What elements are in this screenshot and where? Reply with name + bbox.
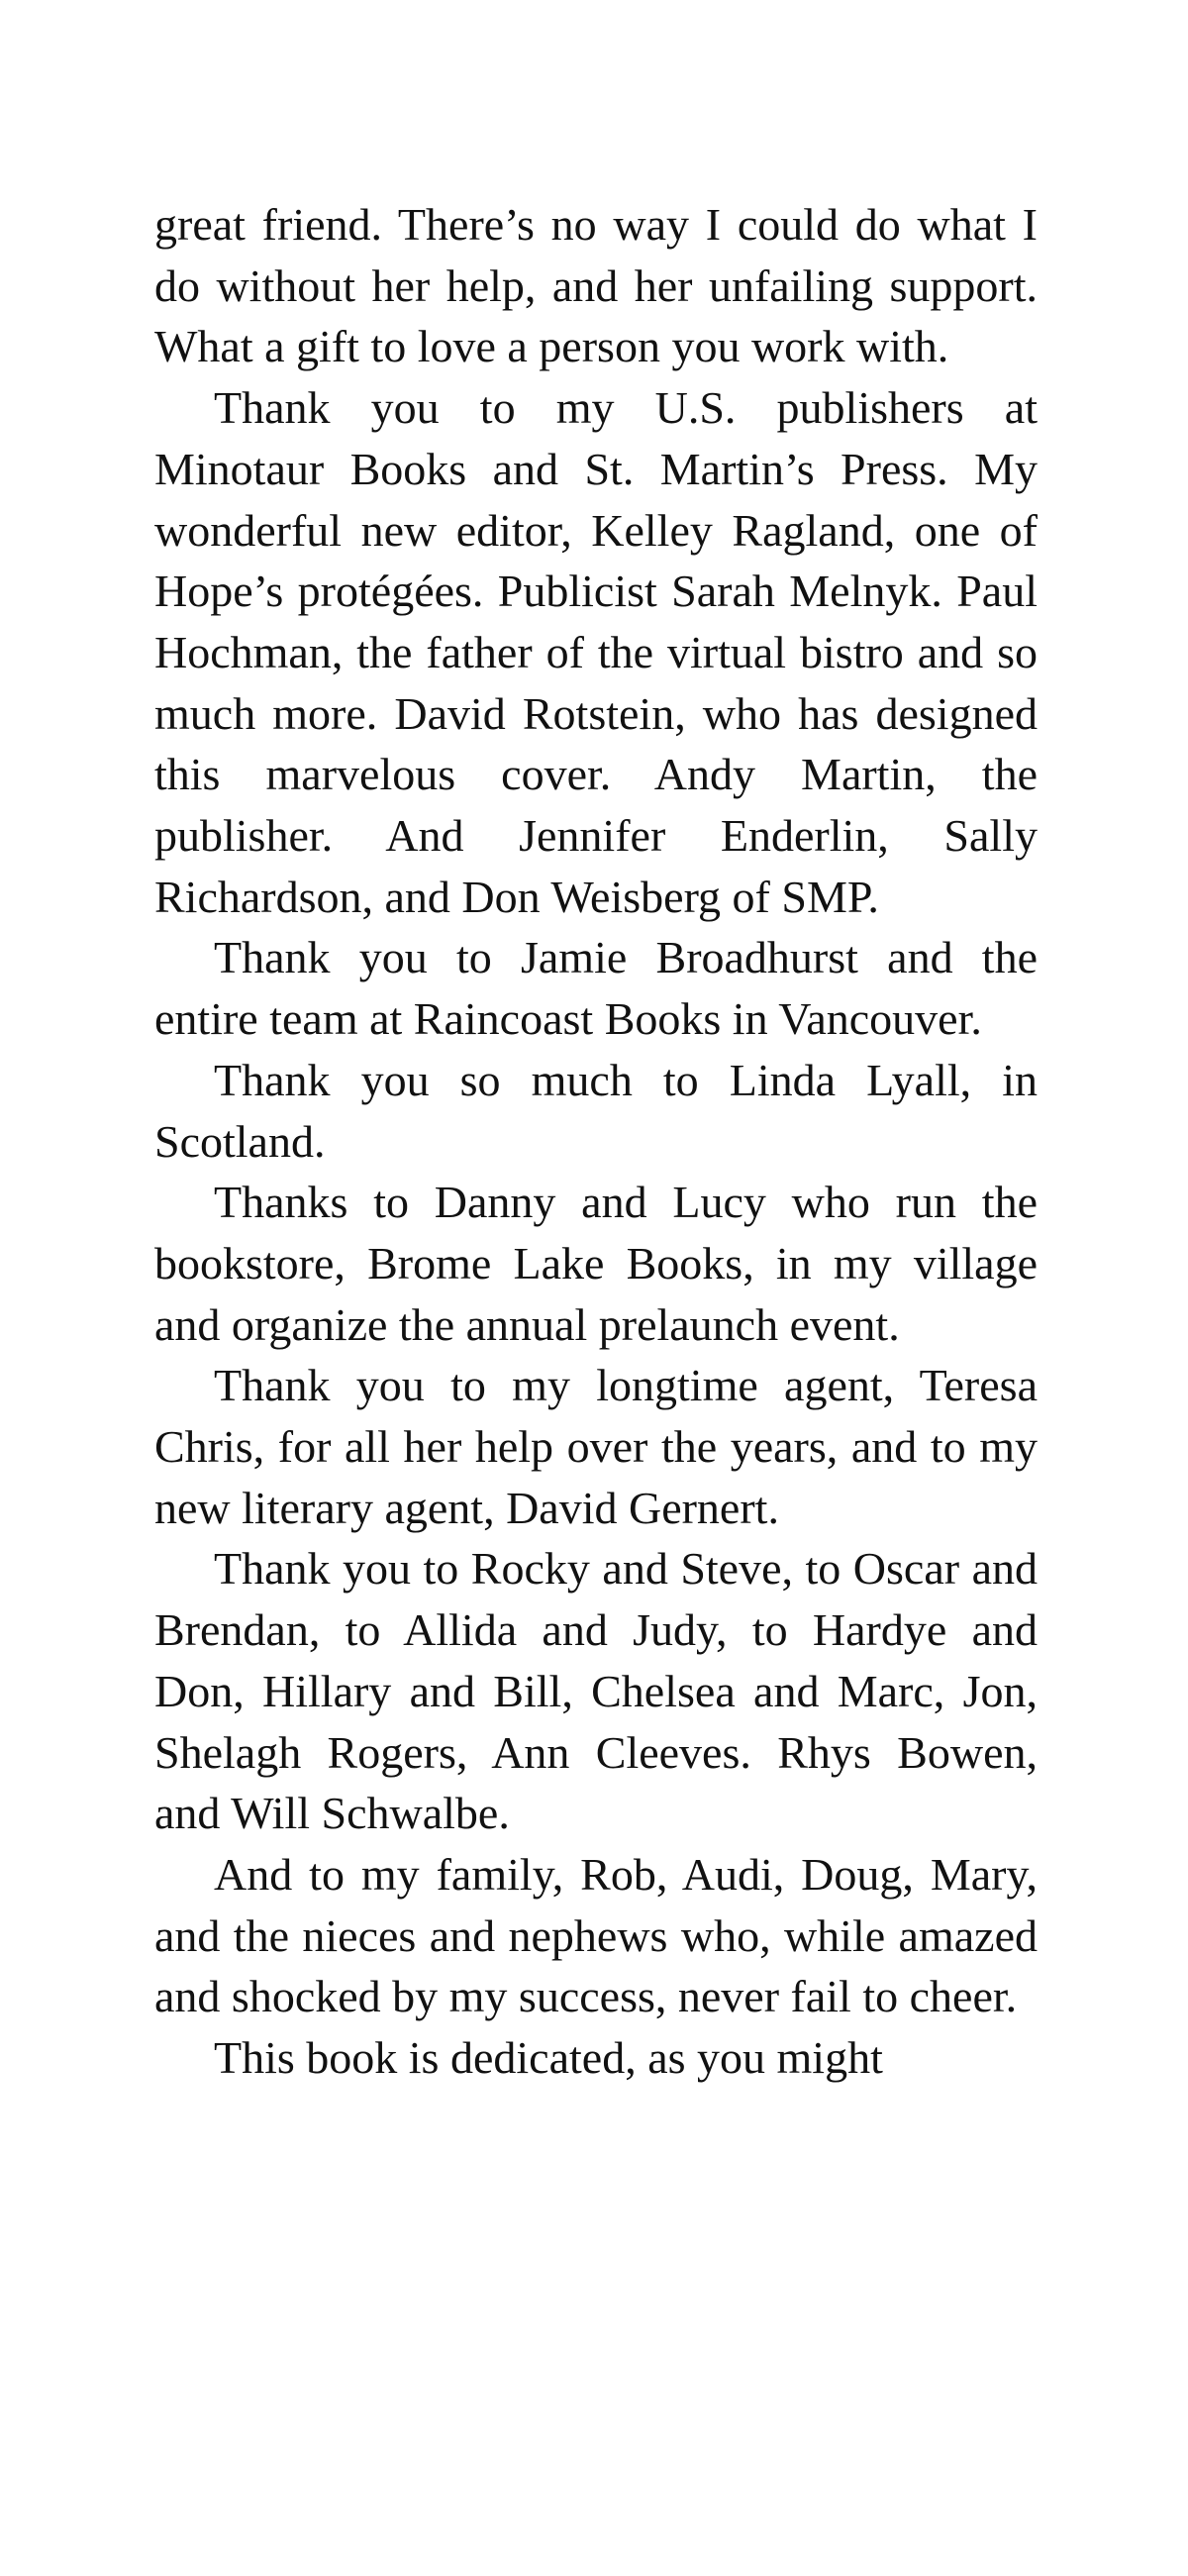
paragraph-family: And to my family, Rob, Audi, Doug, Mary, and the nieces and nephews who, while amazed and shocked by my success, never fail to cheer.	[154, 1848, 1038, 2022]
paragraph-dedication: This book is dedicated, as you might	[214, 2032, 883, 2084]
paragraph-raincoast-books: Thank you to Jamie Broadhurst and the entire team at Raincoast Books in Vancouver.	[154, 932, 1038, 1045]
document-page	[154, 194, 1038, 2089]
paragraph-brome-lake-books: Thanks to Danny and Lucy who run the bookstore, Brome Lake Books, in my village and organize the annual prelaunch event.	[154, 1177, 1038, 1350]
paragraph-linda-lyall: Thank you so much to Linda Lyall, in Scotland.	[154, 1054, 1038, 1167]
paragraph-great-friend: great friend. There’s no way I could do what I do without her help, and her unfailing support. What a gift to love a person you work with.	[154, 199, 1038, 372]
paragraph-friends: Thank you to Rocky and Steve, to Oscar and Brendan, to Allida and Judy, to Hardye and Don, Hillary and Bill, Chelsea and Marc, Jon, Shelagh Rogers, Ann Cleeves. Rhys Bowen, and Will Schwalbe.	[154, 1543, 1038, 1839]
paragraph-literary-agents: Thank you to my longtime agent, Teresa Chris, for all her help over the years, and to my new literary agent, David Gernert.	[154, 1360, 1038, 1533]
paragraph-us-publishers: Thank you to my U.S. publishers at Minotaur Books and St. Martin’s Press. My wonderful new editor, Kelley Ragland, one of Hope’s protégées. Publicist Sarah Melnyk. Paul Hochman, the father of the virtual bistro and so much more. David Rotstein, who has designed this marvelous cover. Andy Martin, the publisher. And Jennifer Enderlin, Sally Richardson, and Don Weisberg of SMP.	[154, 382, 1038, 922]
